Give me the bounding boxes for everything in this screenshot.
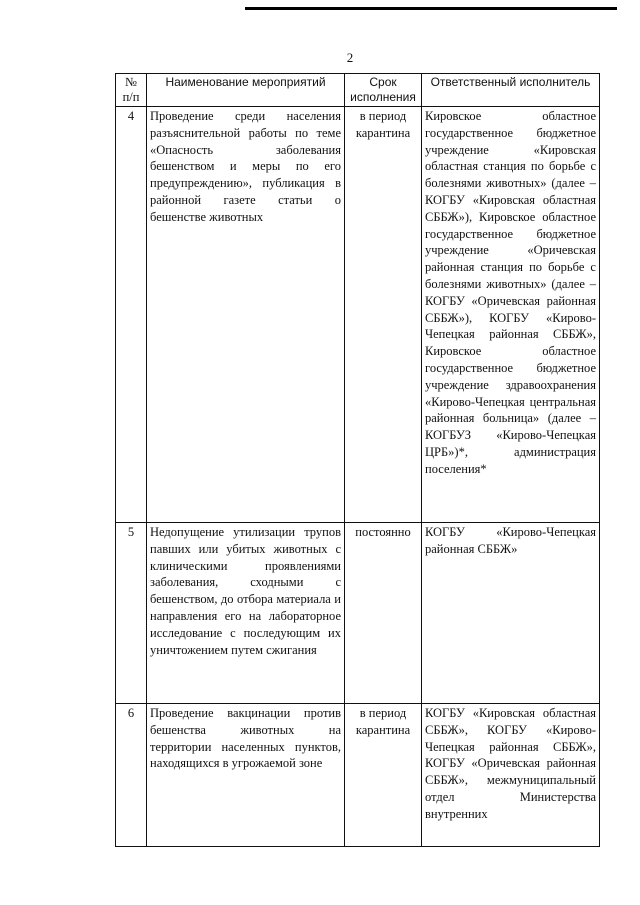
row-responsible: Кировское областное государственное бюджетное учреждение «Кировская областная станция по борьбе с болезнями животных» (далее – КОГБУ «Кировская областная СББЖ»), Кировское областное государственное бюджетное учреждение «Оричевская районная станция по борьбе с болезнями животных» (далее – КОГБУ «Оричевская районная СББЖ»), КОГБУ «Кирово-Чепецкая районная СББЖ», Кировское областное государственное бюджетное учреждение здравоохранения «Кирово-Чепецкая центральная районная больница» (далее – КОГБУЗ «Кирово-Чепецкая ЦРБ»)*, администрация поселения* bbox=[422, 107, 600, 523]
row-name: Проведение вакцинации против бешенства животных на территории населенных пунктов, находящихся в угрожаемой зоне bbox=[147, 704, 345, 847]
table-row bbox=[116, 523, 600, 704]
page-number: 2 bbox=[346, 50, 354, 65]
row-num: 4 bbox=[116, 107, 147, 523]
table-row bbox=[116, 704, 600, 847]
header-responsible: Ответственный исполнитель bbox=[422, 74, 600, 107]
header-term: Срок исполнения bbox=[345, 74, 422, 107]
table-header-row bbox=[116, 74, 600, 107]
row-name: Проведение среди населения разъяснительной работы по теме «Опасность заболевания бешенством и меры по его предупреждению», публикация в районной газете статьи о бешенстве животных bbox=[147, 107, 345, 523]
row-term: в период карантина bbox=[345, 704, 422, 847]
header-name: Наименование мероприятий bbox=[147, 74, 345, 107]
row-responsible: КОГБУ «Кировская областная СББЖ», КОГБУ «Кирово-Чепецкая районная СББЖ», КОГБУ «Оричевская районная СББЖ», межмуниципальный отдел Министерства внутренних bbox=[422, 704, 600, 847]
measures-table bbox=[115, 73, 600, 847]
top-rule bbox=[245, 7, 617, 10]
header-num: № п/п bbox=[116, 74, 147, 107]
row-name: Недопущение утилизации трупов павших или убитых животных с клиническими проявлениями заболевания, сходными с бешенством, до отбора материала и направления его на лабораторное исследование с последующим их уничтожением путем сжигания bbox=[147, 523, 345, 704]
row-num: 5 bbox=[116, 523, 147, 704]
row-term: постоянно bbox=[345, 523, 422, 704]
table-row bbox=[116, 107, 600, 523]
row-num: 6 bbox=[116, 704, 147, 847]
row-term: в период карантина bbox=[345, 107, 422, 523]
row-responsible: КОГБУ «Кирово-Чепецкая районная СББЖ» bbox=[422, 523, 600, 704]
